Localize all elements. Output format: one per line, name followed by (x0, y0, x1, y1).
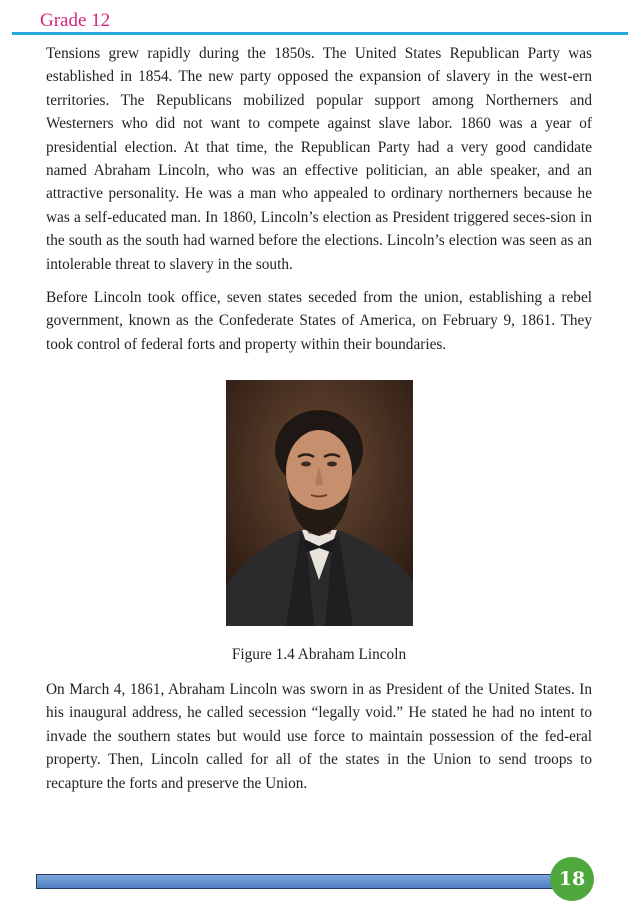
abraham-lincoln-portrait (226, 380, 413, 626)
paragraph-1: Tensions grew rapidly during the 1850s. The United States Republican Party was established in 1854. The new party opposed the expansion of slavery in the west-ern territories. The Republicans mobilized popular support among Northerners and Westerners who did not want to compete against slave labor. 1860 was a year of presidential election. At that time, the Republican Party had a very good candidate named Abraham Lincoln, who was an effective politician, an able speaker, and an attractive personality. He was a man who appealed to ordinary northerners because he was a self-educated man. In 1860, Lincoln’s election as President triggered seces-sion in the south as the south had warned before the elections. Lincoln’s election was seen as an intolerable threat to slavery in the south. (46, 45, 592, 273)
figure-caption: Figure 1.4 Abraham Lincoln (231, 646, 407, 663)
footer-bar (36, 874, 558, 889)
header-rule (12, 32, 628, 35)
paragraph-3: On March 4, 1861, Abraham Lincoln was sworn in as President of the United States. In his inaugural address, he called secession “legally void.” He stated he had no intent to invade the southern states but would use force to maintain possession of the fed-eral property. Then, Lincoln called for all of the states in the Union to send troops to recapture the forts and preserve the Union. (46, 681, 592, 792)
paragraph-2: Before Lincoln took office, seven states seceded from the union, establishing a rebel government, known as the Confederate States of America, on February 9, 1861. They took control of federal forts and property within their boundaries. (46, 289, 592, 353)
grade-label: Grade 12 (40, 10, 111, 31)
page-number: 18 (550, 857, 594, 901)
